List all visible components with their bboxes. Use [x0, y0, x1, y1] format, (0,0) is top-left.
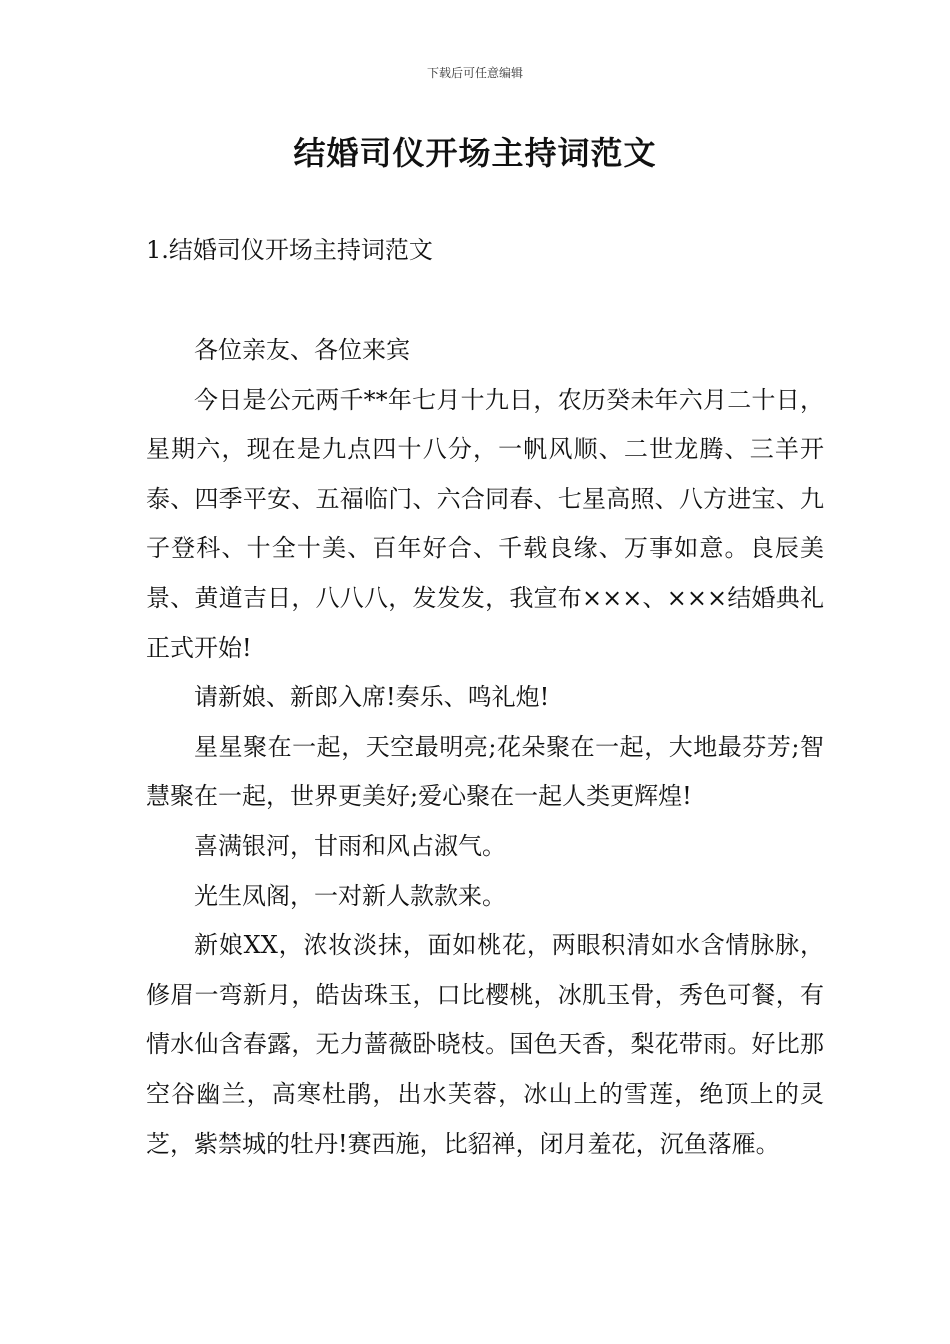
paragraph-greeting: 各位亲友、各位来宾	[194, 336, 410, 364]
paragraph-opening-announcement: 今日是公元两千**年七月十九日，农历癸未年六月二十日，星期六，现在是九点四十八分，一帆风顺、二世龙腾、三羊开泰、四季平安、五福临门、六合同春、七星高照、八方进宝、九子登科、十全十美、百年好合、千载良缘、万事如意。良辰美景、黄道吉日，八八八，发发发，我宣布×××、×××结婚典礼正式开始!	[146, 385, 824, 662]
document-body	[146, 326, 824, 1169]
paragraph-couple-entrance: 请新娘、新郎入席!奏乐、鸣礼炮!	[194, 683, 550, 712]
section-heading: 1.结婚司仪开场主持词范文	[146, 236, 433, 264]
paragraph-stars-flowers: 星星聚在一起，天空最明亮;花朵聚在一起，大地最芬芳;智慧聚在一起，世界更美好;爱心聚在一起人类更辉煌!	[146, 732, 824, 811]
document-title: 结婚司仪开场主持词范文	[293, 134, 657, 172]
header-note: 下载后可任意编辑	[426, 66, 523, 80]
paragraph-couplet-first: 喜满银河，甘雨和风占淑气。	[194, 831, 506, 860]
paragraph-couplet-second: 光生凤阁，一对新人款款来。	[194, 881, 506, 910]
paragraph-bride-description: 新娘XX，浓妆淡抹，面如桃花，两眼积清如水含情脉脉，修眉一弯新月，皓齿珠玉，口比樱桃，冰肌玉骨，秀色可餐，有情水仙含春露，无力蔷薇卧晓枝。国色天香，梨花带雨。好比那空谷幽兰，高寒杜鹃，出水芙蓉，冰山上的雪莲，绝顶上的灵芝，紫禁城的牡丹!赛西施，比貂禅，闭月羞花，沉鱼落雁。	[146, 931, 824, 1158]
